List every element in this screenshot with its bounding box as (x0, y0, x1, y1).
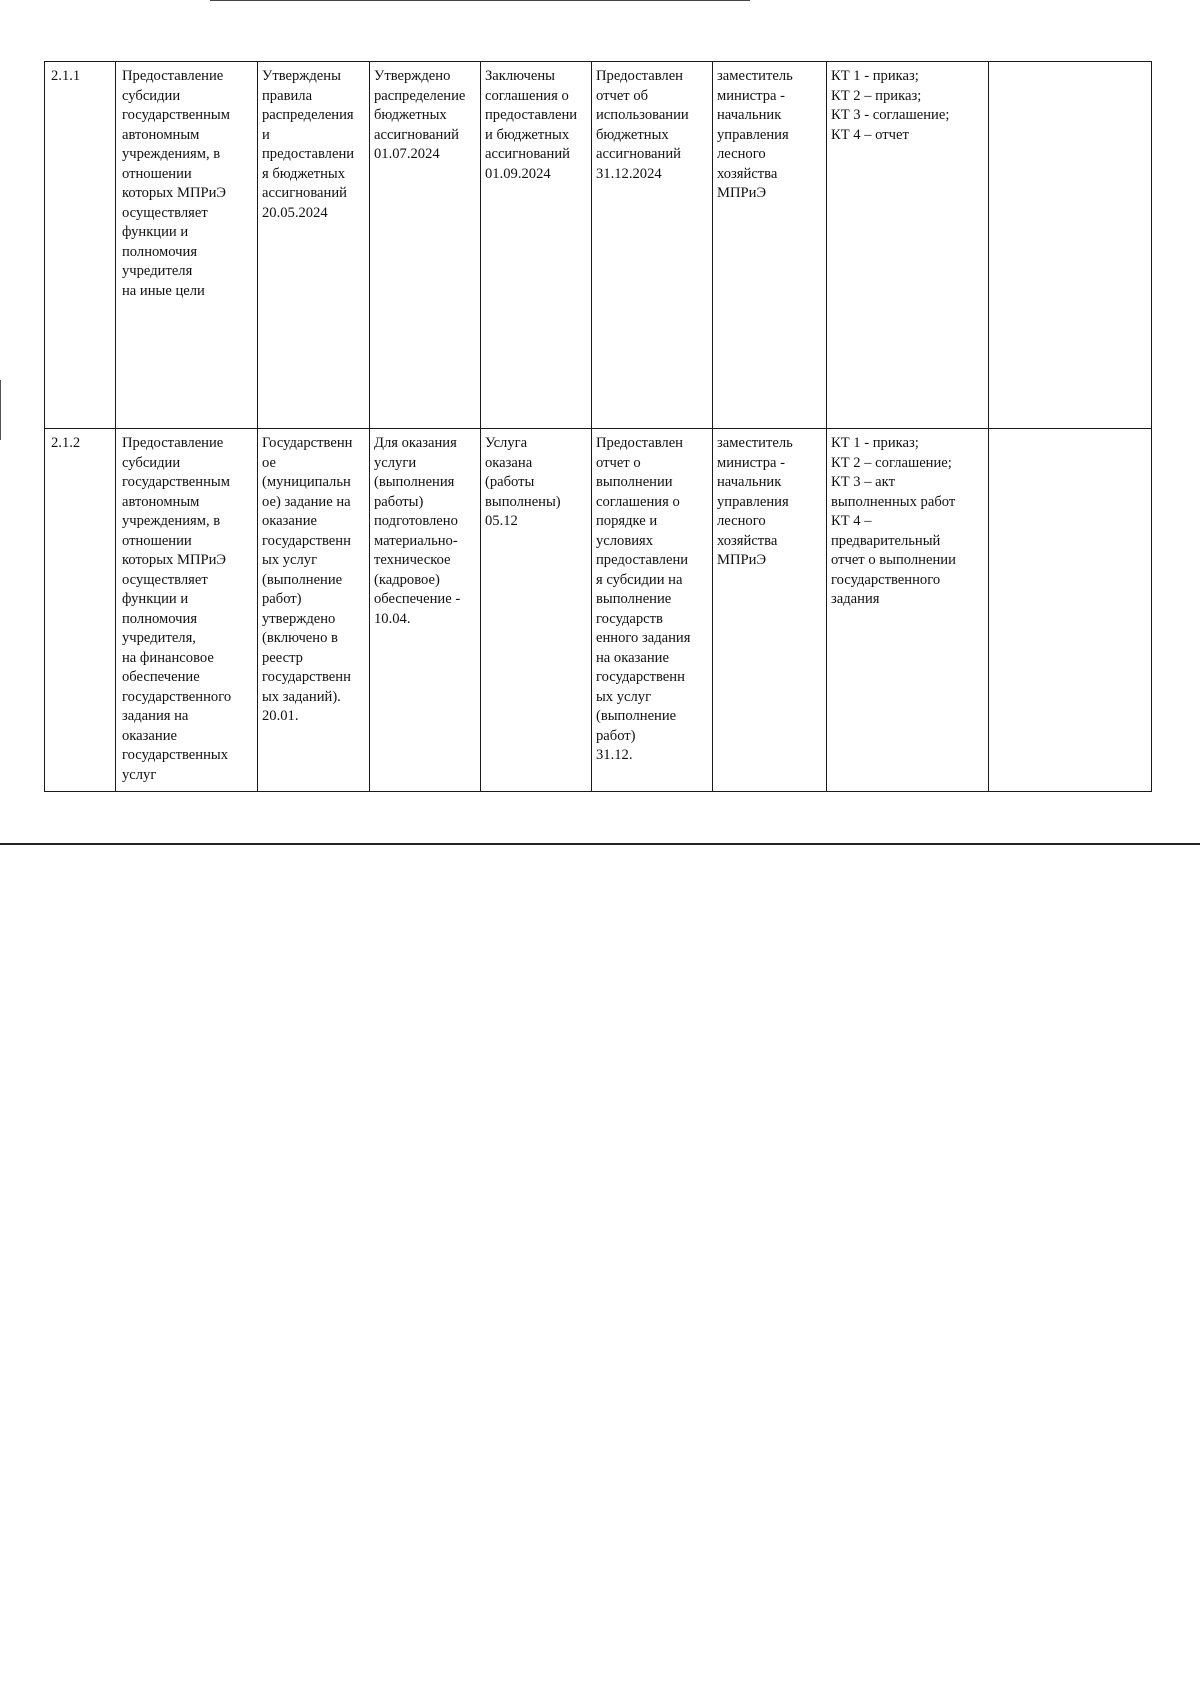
event-name-cell: Предоставление субсидии государственным автономным учреждениям, в отношении которых МПРиЭ осуществляет функции и полномочия учредителя на иные цели (116, 62, 258, 429)
checkpoint-2-cell: Для оказания услуги (выполнения работы) подготовлено материально- техническое (кадровое) обеспечение - 10.04. (370, 429, 481, 792)
table-row (45, 429, 1152, 792)
table-row (45, 62, 1152, 429)
scan-edge-mark (0, 380, 1, 440)
checkpoint-2-cell: Утверждено распределение бюджетных ассигнований 01.07.2024 (370, 62, 481, 429)
row-number: 2.1.1 (45, 62, 116, 429)
plan-table (44, 61, 1152, 792)
checkpoint-3-cell: Услуга оказана (работы выполнены) 05.12 (481, 429, 592, 792)
row-number: 2.1.2 (45, 429, 116, 792)
responsible-cell: заместитель министра - начальник управления лесного хозяйства МПРиЭ (713, 429, 827, 792)
checkpoint-1-cell: Государственн ое (муниципальн ое) задание на оказание государственн ых услуг (выполнение работ) утверждено (включено в реестр государственн ых заданий). 20.01. (258, 429, 370, 792)
responsible-cell: заместитель министра - начальник управления лесного хозяйства МПРиЭ (713, 62, 827, 429)
event-name-cell: Предоставление субсидии государственным автономным учреждениям, в отношении которых МПРиЭ осуществляет функции и полномочия учредителя, на финансовое обеспечение государственного задания на оказание государственных услуг (116, 429, 258, 792)
checkpoint-1-cell: Утверждены правила распределения и предоставлени я бюджетных ассигнований 20.05.2024 (258, 62, 370, 429)
documents-cell: КТ 1 - приказ; КТ 2 – соглашение; КТ 3 – акт выполненных работ КТ 4 – предварительный отчет о выполнении государственного задания (827, 429, 989, 792)
extra-cell (989, 62, 1152, 429)
scan-border-top (210, 0, 750, 1)
extra-cell (989, 429, 1152, 792)
checkpoint-4-cell: Предоставлен отчет об использовании бюджетных ассигнований 31.12.2024 (592, 62, 713, 429)
documents-cell: КТ 1 - приказ; КТ 2 – приказ; КТ 3 - соглашение; КТ 4 – отчет (827, 62, 989, 429)
checkpoint-4-cell: Предоставлен отчет о выполнении соглашения о порядке и условиях предоставлени я субсидии на выполнение государств енного задания на оказание государственн ых услуг (выполнение работ) 31.12. (592, 429, 713, 792)
checkpoint-3-cell: Заключены соглашения о предоставлени и бюджетных ассигнований 01.09.2024 (481, 62, 592, 429)
scan-border-bottom (0, 843, 1200, 845)
